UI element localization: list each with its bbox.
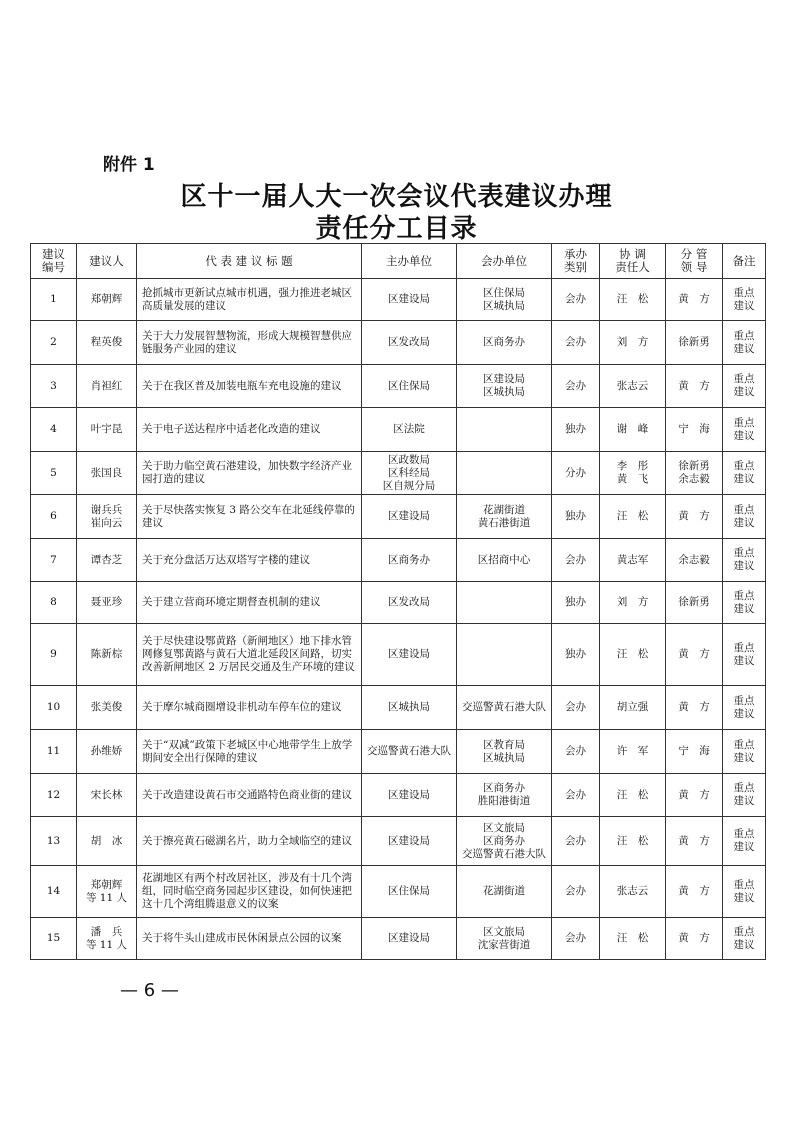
cell-note: 重点 建议 [723, 452, 766, 495]
cell-leader: 黄 方 [666, 495, 723, 539]
cell-type: 会办 [552, 539, 600, 582]
cell-leader: 黄 方 [666, 624, 723, 686]
cell-note: 重点 建议 [723, 918, 766, 960]
cell-coordinator: 张志云 [600, 365, 666, 408]
cell-title: 关于尽快落实恢复 3 路公交车在北延线停靠的建议 [137, 495, 362, 539]
table-row [31, 866, 766, 918]
cell-co-unit: 花湖街道 [457, 866, 552, 918]
cell-note: 重点 建议 [723, 539, 766, 582]
table-row [31, 730, 766, 774]
cell-note: 重点 建议 [723, 582, 766, 624]
cell-co-unit: 交巡警黄石港大队 [457, 686, 552, 730]
cell-lead-unit: 区住保局 [362, 365, 457, 408]
cell-note: 重点 建议 [723, 279, 766, 321]
cell-co-unit: 花湖街道 黄石港街道 [457, 495, 552, 539]
cell-leader: 徐新勇 [666, 582, 723, 624]
cell-title: 关于摩尔城商圈增设非机动车停车位的建议 [137, 686, 362, 730]
document-title-line1: 区十一届人大一次会议代表建议办理 [180, 182, 613, 212]
cell-coordinator: 汪 松 [600, 817, 666, 866]
cell-leader: 黄 方 [666, 918, 723, 960]
cell-coordinator: 李 彤 黄 飞 [600, 452, 666, 495]
header-title: 代 表 建 议 标 题 [137, 244, 362, 279]
cell-co-unit: 区建设局 区城执局 [457, 365, 552, 408]
cell-note: 重点 建议 [723, 365, 766, 408]
cell-coordinator: 刘 方 [600, 321, 666, 365]
cell-co-unit: 区教育局 区城执局 [457, 730, 552, 774]
cell-leader: 黄 方 [666, 279, 723, 321]
cell-proposer: 张美俊 [77, 686, 137, 730]
cell-coordinator: 许 军 [600, 730, 666, 774]
cell-co-unit: 区商务办 [457, 321, 552, 365]
cell-type: 会办 [552, 774, 600, 817]
cell-title: 关于电子送达程序中适老化改造的建议 [137, 408, 362, 452]
cell-lead-unit: 区建设局 [362, 817, 457, 866]
cell-type: 会办 [552, 817, 600, 866]
cell-no: 10 [31, 686, 77, 730]
cell-leader: 黄 方 [666, 365, 723, 408]
table-row [31, 495, 766, 539]
cell-type: 分办 [552, 452, 600, 495]
cell-proposer: 宋长林 [77, 774, 137, 817]
cell-coordinator: 胡立强 [600, 686, 666, 730]
cell-coordinator: 刘 方 [600, 582, 666, 624]
cell-note: 重点 建议 [723, 774, 766, 817]
table-row [31, 686, 766, 730]
cell-type: 独办 [552, 582, 600, 624]
table-row [31, 365, 766, 408]
attachment-label: 附件 1 [103, 155, 155, 175]
cell-type: 会办 [552, 686, 600, 730]
cell-note: 重点 建议 [723, 686, 766, 730]
table-row [31, 321, 766, 365]
table-row [31, 918, 766, 960]
cell-title: 关于助力临空黄石港建设，加快数字经济产业园打造的建议 [137, 452, 362, 495]
cell-proposer: 张国良 [77, 452, 137, 495]
header-note: 备注 [723, 244, 766, 279]
cell-proposer: 程英俊 [77, 321, 137, 365]
cell-title: 关于在我区普及加装电瓶车充电设施的建议 [137, 365, 362, 408]
cell-leader: 宁 海 [666, 730, 723, 774]
cell-no: 9 [31, 624, 77, 686]
table-row [31, 279, 766, 321]
cell-coordinator: 汪 松 [600, 495, 666, 539]
cell-type: 独办 [552, 408, 600, 452]
cell-type: 会办 [552, 321, 600, 365]
cell-proposer: 叶宇昆 [77, 408, 137, 452]
cell-no: 4 [31, 408, 77, 452]
cell-coordinator: 汪 松 [600, 624, 666, 686]
cell-co-unit [457, 624, 552, 686]
table-row [31, 452, 766, 495]
header-proposer: 建议人 [77, 244, 137, 279]
cell-co-unit: 区招商中心 [457, 539, 552, 582]
cell-title: 关于充分盘活万达双塔写字楼的建议 [137, 539, 362, 582]
cell-type: 独办 [552, 495, 600, 539]
cell-proposer: 谭杏芝 [77, 539, 137, 582]
cell-no: 11 [31, 730, 77, 774]
cell-type: 会办 [552, 365, 600, 408]
cell-proposer: 肖袒红 [77, 365, 137, 408]
header-lead-unit: 主办单位 [362, 244, 457, 279]
cell-note: 重点 建议 [723, 866, 766, 918]
cell-no: 14 [31, 866, 77, 918]
cell-lead-unit: 区建设局 [362, 495, 457, 539]
cell-co-unit: 区商务办 胜阳港街道 [457, 774, 552, 817]
cell-coordinator: 汪 松 [600, 774, 666, 817]
cell-proposer: 聂亚珍 [77, 582, 137, 624]
cell-no: 6 [31, 495, 77, 539]
cell-lead-unit: 区建设局 [362, 918, 457, 960]
cell-leader: 黄 方 [666, 866, 723, 918]
cell-note: 重点 建议 [723, 495, 766, 539]
cell-type: 会办 [552, 918, 600, 960]
cell-lead-unit: 区住保局 [362, 866, 457, 918]
cell-no: 1 [31, 279, 77, 321]
cell-co-unit: 区文旅局 区商务办 交巡警黄石港大队 [457, 817, 552, 866]
table-row [31, 774, 766, 817]
cell-leader: 黄 方 [666, 686, 723, 730]
header-row [31, 244, 766, 279]
cell-leader: 黄 方 [666, 817, 723, 866]
cell-no: 15 [31, 918, 77, 960]
cell-co-unit [457, 408, 552, 452]
header-coordinator: 协 调 责任人 [600, 244, 666, 279]
cell-type: 会办 [552, 730, 600, 774]
cell-lead-unit: 区发改局 [362, 582, 457, 624]
cell-lead-unit: 区建设局 [362, 774, 457, 817]
cell-title: 抢抓城市更新试点城市机遇，强力推进老城区高质量发展的建议 [137, 279, 362, 321]
cell-coordinator: 谢 峰 [600, 408, 666, 452]
cell-no: 2 [31, 321, 77, 365]
cell-lead-unit: 区建设局 [362, 279, 457, 321]
cell-type: 独办 [552, 624, 600, 686]
table-row [31, 408, 766, 452]
cell-note: 重点 建议 [723, 817, 766, 866]
cell-leader: 徐新勇 余志毅 [666, 452, 723, 495]
page-number: — 6 — [120, 980, 179, 1001]
table-row [31, 817, 766, 866]
cell-title: 关于建立营商环境定期督查机制的建议 [137, 582, 362, 624]
cell-coordinator: 张志云 [600, 866, 666, 918]
cell-lead-unit: 区建设局 [362, 624, 457, 686]
cell-lead-unit: 区城执局 [362, 686, 457, 730]
cell-no: 13 [31, 817, 77, 866]
table-row [31, 582, 766, 624]
cell-note: 重点 建议 [723, 408, 766, 452]
header-leader: 分 管 领 导 [666, 244, 723, 279]
cell-coordinator: 汪 松 [600, 279, 666, 321]
cell-title: 关于尽快建设鄂黄路（新闸地区）地下排水管网修复鄂黄路与黄石大道北延段区间路，切实改善新闸地区 2 万居民交通及生产环境的建议 [137, 624, 362, 686]
cell-leader: 徐新勇 [666, 321, 723, 365]
cell-title: 关于改造建设黄石市交通路特色商业街的建议 [137, 774, 362, 817]
cell-proposer: 孙维娇 [77, 730, 137, 774]
cell-lead-unit: 区发改局 [362, 321, 457, 365]
cell-no: 8 [31, 582, 77, 624]
cell-proposer: 郑朝辉 [77, 279, 137, 321]
table-body [31, 279, 766, 960]
assignment-table [30, 243, 766, 960]
cell-leader: 宁 海 [666, 408, 723, 452]
cell-proposer: 谢兵兵 崔向云 [77, 495, 137, 539]
cell-lead-unit: 区政数局 区科经局 区自规分局 [362, 452, 457, 495]
cell-coordinator: 汪 松 [600, 918, 666, 960]
cell-proposer: 潘 兵 等 11 人 [77, 918, 137, 960]
cell-title: 花湖地区有两个村改居社区，涉及有十几个湾组，同时临空商务园起步区建设，如何快速把这十几个湾组腾退意义的议案 [137, 866, 362, 918]
cell-co-unit: 区文旅局 沈家营街道 [457, 918, 552, 960]
cell-co-unit: 区住保局 区城执局 [457, 279, 552, 321]
cell-lead-unit: 交巡警黄石港大队 [362, 730, 457, 774]
cell-no: 5 [31, 452, 77, 495]
cell-co-unit [457, 452, 552, 495]
table-row [31, 624, 766, 686]
header-no: 建议 编号 [31, 244, 77, 279]
header-type: 承办 类别 [552, 244, 600, 279]
header-co-unit: 会办单位 [457, 244, 552, 279]
cell-title: 关于大力发展智慧物流，形成大规模智慧供应链服务产业园的建议 [137, 321, 362, 365]
cell-no: 12 [31, 774, 77, 817]
cell-title: 关于将牛头山建成市民休闲景点公园的议案 [137, 918, 362, 960]
cell-type: 会办 [552, 279, 600, 321]
cell-note: 重点 建议 [723, 730, 766, 774]
cell-no: 7 [31, 539, 77, 582]
cell-lead-unit: 区法院 [362, 408, 457, 452]
cell-leader: 余志毅 [666, 539, 723, 582]
cell-type: 会办 [552, 866, 600, 918]
cell-coordinator: 黄志军 [600, 539, 666, 582]
cell-lead-unit: 区商务办 [362, 539, 457, 582]
cell-note: 重点 建议 [723, 624, 766, 686]
cell-no: 3 [31, 365, 77, 408]
cell-proposer: 陈新棕 [77, 624, 137, 686]
cell-leader: 黄 方 [666, 774, 723, 817]
cell-note: 重点 建议 [723, 321, 766, 365]
table-row [31, 539, 766, 582]
cell-co-unit [457, 582, 552, 624]
cell-proposer: 胡 冰 [77, 817, 137, 866]
cell-proposer: 郑朝辉 等 11 人 [77, 866, 137, 918]
cell-title: 关于擦亮黄石磁湖名片，助力全域临空的建议 [137, 817, 362, 866]
cell-title: 关于“双减”政策下老城区中心地带学生上放学期间安全出行保障的建议 [137, 730, 362, 774]
document-title-line2: 责任分工目录 [315, 214, 478, 244]
